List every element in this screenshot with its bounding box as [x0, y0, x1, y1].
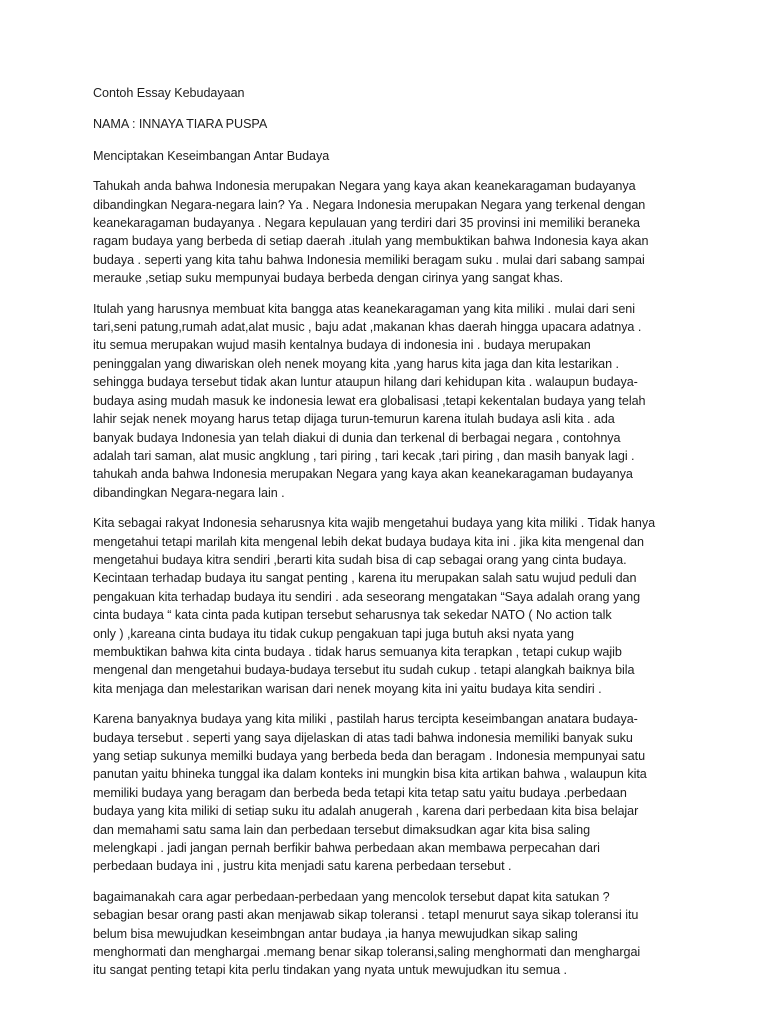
paragraph-line: mengetahui budaya kitra sendiri ,berarti kita sudah bisa di cap sebagai orang yang cinta budaya.: [93, 552, 627, 567]
document-title: Contoh Essay Kebudayaan: [93, 86, 245, 100]
paragraph-line: dan memahami satu sama lain dan perbedaan tersebut dimaksudkan agar kita bisa saling: [93, 822, 591, 837]
paragraph-line: dibandingkan Negara-negara lain? Ya . Negara Indonesia merupakan Negara yang terkenal dengan: [93, 197, 646, 212]
paragraph-line: sehingga budaya tersebut tidak akan luntur ataupun hilang dari kehidupan kita . walaupun budaya-: [93, 375, 638, 390]
paragraph-5: [93, 888, 708, 980]
paragraph-line: peninggalan yang diwariskan oleh nenek moyang kita ,yang harus kita jaga dan kita lestarikan .: [93, 356, 619, 371]
paragraph-line: melengkapi . jadi jangan pernah berfikir bahwa perbedaan akan membawa perpecahan dari: [93, 841, 600, 856]
paragraph-line: Karena banyaknya budaya yang kita miliki , pastilah harus tercipta keseimbangan anatara budaya-: [93, 712, 638, 727]
paragraph-line: menghormati dan menghargai .memang benar sikap toleransi,saling menghormati dan menghargai: [93, 945, 641, 960]
paragraph-line: budaya yang kita miliki di setiap suku itu adalah anugerah , karena dari perbedaan kita bisa belajar: [93, 804, 639, 819]
paragraph-line: Tahukah anda bahwa Indonesia merupakan Negara yang kaya akan keanekaragaman budayanya: [93, 179, 636, 194]
paragraph-line: membuktikan bahwa kita cinta budaya . tidak harus semuanya kita terapkan , tetapi cukup wajib: [93, 644, 622, 659]
paragraph-line: only ) ,kareana cinta budaya itu tidak cukup pengakuan tapi juga butuh aksi nyata yang: [93, 626, 574, 641]
paragraph-line: tahukah anda bahwa Indonesia merupakan Negara yang kaya akan keanekaragaman budayanya: [93, 467, 633, 482]
paragraph-line: yang setiap sukunya memilki budaya yang berbeda beda dan beragam . Indonesia mempunyai satu: [93, 749, 646, 763]
essay-heading: Menciptakan Keseimbangan Antar Budaya: [93, 148, 330, 163]
paragraph-line: kita menjaga dan melestarikan warisan dari nenek moyang kita ini yaitu budaya kita sendiri .: [93, 681, 602, 696]
author-line: NAMA : INNAYA TIARA PUSPA: [93, 117, 268, 132]
paragraph-line: panutan yaitu bhineka tunggal ika dalam konteks ini mungkin bisa kita artikan bahwa , walaupun kita: [93, 767, 647, 782]
paragraph-line: pengakuan kita terhadap budaya itu sendiri . ada seseorang mengatakan “Saya adalah orang yang: [93, 589, 641, 604]
paragraph-line: adalah tari saman, alat music angklung , tari piring , tari kecak ,tari piring , dan masih banyak lagi .: [93, 448, 635, 463]
paragraph-line: lahir sejak nenek moyang harus tetap dijaga turun-temurun karena itulah budaya asli kita . ada: [93, 412, 615, 427]
paragraph-line: sebagian besar orang pasti akan menjawab sikap toleransi . tetapI menurut saya sikap toleransi itu: [93, 908, 639, 923]
paragraph-line: Itulah yang harusnya membuat kita bangga atas keanekaragaman yang kita miliki . mulai dari seni: [93, 301, 635, 316]
paragraph-line: belum bisa mewujudkan keseimbngan antar budaya ,ia hanya mewujudkan sikap saling: [93, 926, 578, 941]
paragraph-line: ragam budaya yang berbeda di setiap daerah .itulah yang membuktikan bahwa Indonesia kaya akan: [93, 234, 649, 249]
paragraph-line: merauke ,setiap suku mempunyai budaya berbeda dengan cirinya yang sangat khas.: [93, 271, 564, 286]
paragraph-line: tari,seni patung,rumah adat,alat music , baju adat ,makanan khas daerah hingga upacara adatnya .: [93, 320, 642, 335]
paragraph-line: perbedaan budaya ini , justru kita menjadi satu karena perbedaan tersebut .: [93, 859, 512, 874]
paragraph-line: budaya asing mudah masuk ke indonesia lewat era globalisasi ,tetapi kekentalan budaya yang telah: [93, 393, 646, 408]
paragraph-line: itu sangat penting tetapi kita perlu tindakan yang nyata untuk mewujudkan itu semua .: [93, 963, 567, 978]
paragraph-line: cinta budaya “ kata cinta pada kutipan tersebut seharusnya tak sekedar NATO ( No action talk: [93, 608, 612, 623]
paragraph-line: Kecintaan terhadap budaya itu sangat penting , karena itu merupakan salah satu wujud peduli dan: [93, 571, 637, 586]
paragraph-line: mengenal dan mengetahui budaya-budaya tersebut itu sudah cukup . tetapi alangkah baiknya bila: [93, 663, 635, 678]
paragraph-1: [93, 177, 708, 287]
paragraph-line: budaya tersebut . seperti yang saya dijelaskan di atas tadi bahwa indonesia memiliki banyak suku: [93, 730, 633, 745]
paragraph-line: itu semua merupakan wujud masih kentalnya budaya di indonesia ini . budaya merupakan: [93, 338, 591, 353]
paragraph-3: [93, 514, 708, 698]
paragraph-line: banyak budaya Indonesia yan telah diakui di dunia dan terkenal di berbagai negara , contohnya: [93, 430, 621, 445]
paragraph-line: budaya . seperti yang kita tahu bahwa Indonesia memiliki beragam suku . mulai dari sabang sampai: [93, 252, 645, 267]
paragraph-line: memiliki budaya yang beragam dan berbeda beda tetapi kita tetap satu yaitu budaya .perbedaan: [93, 785, 627, 800]
paragraph-line: bagaimanakah cara agar perbedaan-perbedaan yang mencolok tersebut dapat kita satukan ?: [93, 889, 610, 904]
paragraph-line: Kita sebagai rakyat Indonesia seharusnya kita wajib mengetahui budaya yang kita miliki . Tidak hanya: [93, 516, 656, 531]
paragraph-line: keanekaragaman budayanya . Negara kepulauan yang terdiri dari 35 provinsi ini memiliki beraneka: [93, 216, 640, 231]
paragraph-4: [93, 710, 708, 876]
paragraph-2: [93, 300, 708, 502]
paragraph-line: dibandingkan Negara-negara lain .: [93, 485, 285, 500]
paragraph-line: mengetahui tetapi marilah kita mengenal lebih dekat budaya budaya kita ini . jika kita mengenal dan: [93, 534, 644, 549]
